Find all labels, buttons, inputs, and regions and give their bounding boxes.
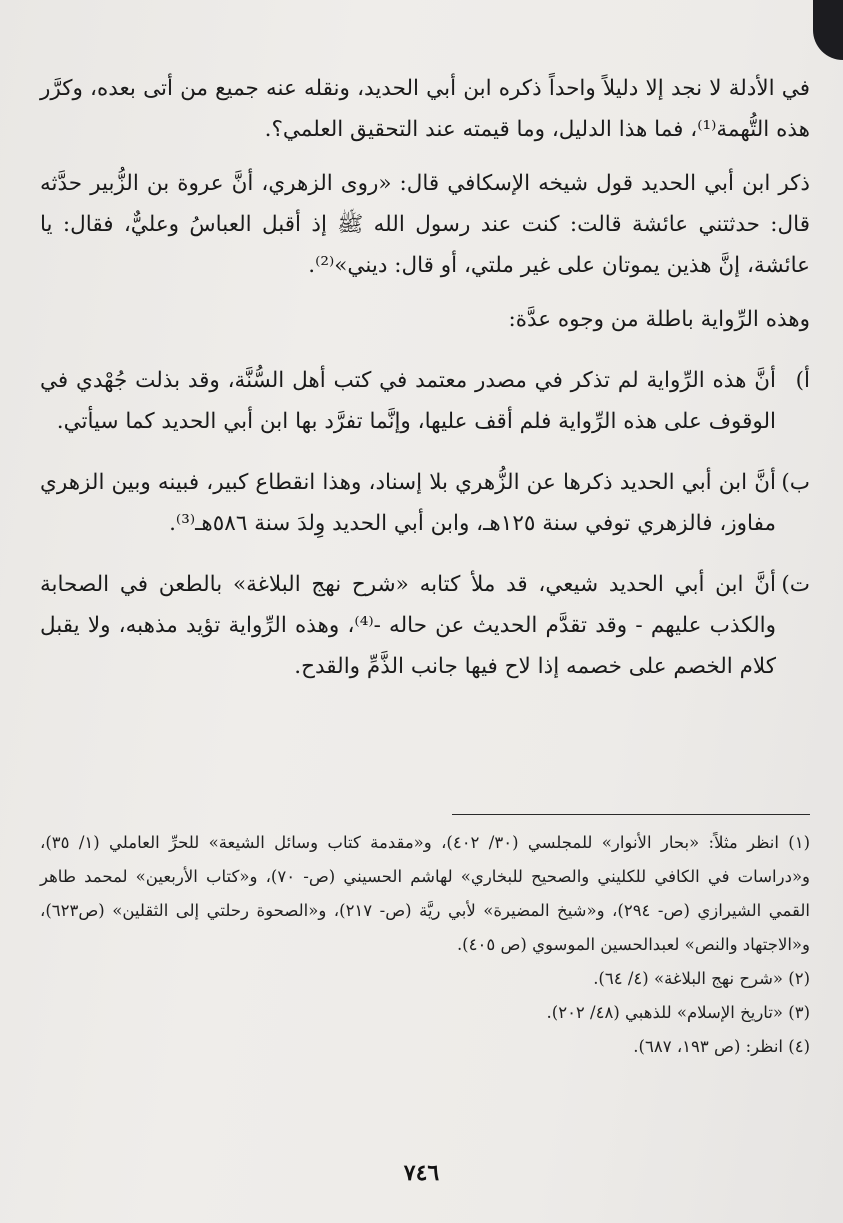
scan-corner-shadow <box>813 0 843 60</box>
footnote: (٣) «تاريخ الإسلام» للذهبي (٤٨/ ٢٠٢). <box>546 1003 810 1022</box>
page-number: ٧٤٦ <box>403 1160 440 1186</box>
item-label: ت) <box>781 572 810 597</box>
footnote: (٤) انظر: (ص ١٩٣، ٦٨٧). <box>633 1037 810 1056</box>
paragraph-narration: ذكر ابن أبي الحديد قول شيخه الإسكافي قال: «روى الزهري، أنَّ عروة بن الزُّبير حدَّثه قال: حدثتني عائشة قالت: كنت عند رسول الله ﷺ إذ أقبل العباسُ وعليٌّ، فقال: يا عائشة، إنَّ هذين يموتان على غير ملتي، أو قال: ديني»⁽²⁾. <box>40 171 810 278</box>
footnote-separator <box>452 814 810 815</box>
paragraph-intro: في الأدلة لا نجد إلا دليلاً واحداً ذكره ابن أبي الحديد، ونقله عنه جميع من أتى بعده، وكرَّر هذه التُّهمة⁽¹⁾، فما هذا الدليل، وما قيمته عند التحقيق العلمي؟. <box>40 76 810 142</box>
main-text <box>40 68 810 687</box>
list-item <box>40 564 810 687</box>
paragraph-objections-intro: وهذه الرِّواية باطلة من وجوه عدَّة: <box>508 307 810 332</box>
item-text: أنَّ ابن أبي الحديد ذكرها عن الزُّهري بلا إسناد، وهذا انقطاع كبير، فبينه وبين الزهري مفاوز، فالزهري توفي سنة ١٢٥هـ، وابن أبي الحديد وِلدَ سنة ٥٨٦هـ⁽³⁾. <box>40 470 776 536</box>
list-item <box>40 462 810 544</box>
footnote: (١) انظر مثلاً: «بحار الأنوار» للمجلسي (٣٠/ ٤٠٢)، و«مقدمة كتاب وسائل الشيعة» للحرِّ العاملي (١/ ٣٥)، و«دراسات في الكافي للكليني والصحيح للبخاري» لهاشم الحسيني (ص- ٧٠)، و«كتاب الأربعين» لمحمد طاهر القمي الشيرازي (ص- ٢٩٤)، و«شيخ المضيرة» لأبي ريَّة (ص- ٢١٧)، و«الصحوة رحلتي إلى الثقلين» (ص٦٢٣)، و«الاجتهاد والنص» لعبدالحسين الموسوي (ص ٤٠٥). <box>40 833 811 954</box>
item-text: أنَّ ابن أبي الحديد شيعي، قد ملأ كتابه «شرح نهج البلاغة» بالطعن في الصحابة والكذب عليهم - وقد تقدَّم الحديث عن حاله -⁽⁴⁾، وهذه الرِّواية تؤيد مذهبه، ولا يقبل كلام الخصم على خصمه إذا لاح فيها جانب الذَّمِّ والقدح. <box>40 572 776 679</box>
item-text: أنَّ هذه الرِّواية لم تذكر في مصدر معتمد في كتب أهل السُّنَّة، وقد بذلت جُهْدي في الوقوف على هذه الرِّواية فلم أقف عليها، وإنَّما تفرَّد بها ابن أبي الحديد كما سيأتي. <box>40 368 776 434</box>
item-label: ب) <box>781 470 810 495</box>
footnotes <box>40 826 810 1064</box>
footnote: (٢) «شرح نهج البلاغة» (٤/ ٦٤). <box>593 969 810 988</box>
item-label: أ) <box>795 368 810 393</box>
list-item <box>40 360 810 442</box>
